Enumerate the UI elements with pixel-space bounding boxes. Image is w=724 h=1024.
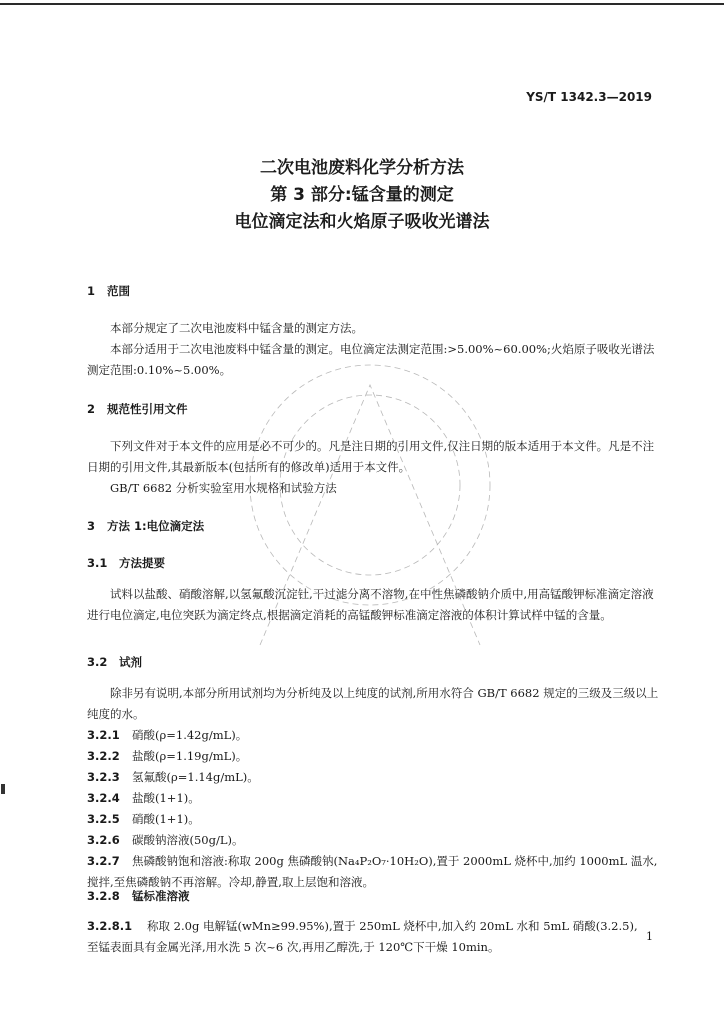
section-1-heading xyxy=(87,283,130,299)
section-1-para-1: 本部分规定了二次电池废料中锰含量的测定方法。 xyxy=(110,321,363,335)
item-number: 3.2.1 xyxy=(87,728,120,742)
reagent-item xyxy=(87,767,659,788)
section-3-heading xyxy=(87,518,204,534)
section-title: 锰标准溶液 xyxy=(132,889,190,903)
section-title: 规范性引用文件 xyxy=(107,402,188,416)
section-3-1-para: 试料以盐酸、硝酸溶解,以氢氟酸沉淀钍,干过滤分离不溶物,在中性焦磷酸钠介质中,用高锰酸钾标准滴定溶液进行电位滴定,电位突跃为滴定终点,根据滴定消耗的高锰酸钾标准滴定溶液的体积计算试样中锰的含量。 xyxy=(87,587,654,622)
item-text: 盐酸(ρ=1.19g/mL)。 xyxy=(132,749,248,763)
section-2-reference: GB/T 6682 分析实验室用水规格和试验方法 xyxy=(110,481,337,495)
item-text: 盐酸(1+1)。 xyxy=(132,791,200,805)
item-text: 硝酸(ρ=1.42g/mL)。 xyxy=(132,728,248,742)
item-text: 焦磷酸钠饱和溶液:称取 200g 焦磷酸钠(Na₄P₂O₇·10H₂O),置于 2000mL 烧杯中,加约 1000mL 温水,搅拌,至焦磷酸钠不再溶解。冷却,静置,取上层饱和溶液。 xyxy=(87,854,658,889)
section-3-2-para: 除非另有说明,本部分所用试剂均为分析纯及以上纯度的试剂,所用水符合 GB/T 6682 规定的三级及三级以上纯度的水。 xyxy=(87,686,659,721)
item-number: 3.2.4 xyxy=(87,791,120,805)
section-1-para-2: 本部分适用于二次电池废料中锰含量的测定。电位滴定法测定范围:>5.00%~60.00%;火焰原子吸收光谱法测定范围:0.10%~5.00%。 xyxy=(87,342,655,377)
item-text: 碳酸钠溶液(50g/L)。 xyxy=(132,833,244,847)
item-number: 3.2.2 xyxy=(87,749,120,763)
title-line-1: 二次电池废料化学分析方法 xyxy=(260,158,464,178)
section-number: 3.2.8 xyxy=(87,889,120,903)
item-number: 3.2.6 xyxy=(87,833,120,847)
section-title: 范围 xyxy=(107,284,130,298)
reagent-item xyxy=(87,809,659,830)
reagent-item xyxy=(87,746,659,767)
item-number: 3.2.7 xyxy=(87,854,120,868)
title-line-3: 电位滴定法和火焰原子吸收光谱法 xyxy=(234,212,490,232)
section-title: 试剂 xyxy=(119,655,142,669)
section-number: 3 xyxy=(87,519,96,533)
reagent-item xyxy=(87,830,659,851)
section-3-2-8-heading xyxy=(87,888,190,904)
title-line-2: 第 3 部分:锰含量的测定 xyxy=(270,185,454,205)
page-number: 1 xyxy=(646,930,653,943)
item-number: 3.2.8.1 xyxy=(87,919,133,933)
section-3-2-heading xyxy=(87,654,142,670)
section-number: 3.2 xyxy=(87,655,108,669)
reagent-item xyxy=(87,851,659,893)
manganese-standard-item xyxy=(87,916,643,958)
reagent-item xyxy=(87,788,659,809)
section-2-heading xyxy=(87,401,188,417)
top-rule xyxy=(0,3,724,5)
item-number: 3.2.5 xyxy=(87,812,120,826)
section-3-1-heading xyxy=(87,555,165,571)
section-2-para-1: 下列文件对于本文件的应用是必不可少的。凡是注日期的引用文件,仅注日期的版本适用于本文件。凡是不注日期的引用文件,其最新版本(包括所有的修改单)适用于本文件。 xyxy=(87,439,655,474)
item-number: 3.2.3 xyxy=(87,770,120,784)
standard-number: YS/T 1342.3—2019 xyxy=(526,90,652,104)
scan-mark xyxy=(1,784,5,794)
section-number: 1 xyxy=(87,284,96,298)
item-text: 硝酸(1+1)。 xyxy=(132,812,200,826)
section-title: 方法提要 xyxy=(119,556,165,570)
section-number: 2 xyxy=(87,402,96,416)
item-text: 氢氟酸(ρ=1.14g/mL)。 xyxy=(132,770,259,784)
section-title: 方法 1:电位滴定法 xyxy=(107,519,205,533)
reagent-item xyxy=(87,725,659,746)
section-number: 3.1 xyxy=(87,556,108,570)
item-text: 称取 2.0g 电解锰(wMn≥99.95%),置于 250mL 烧杯中,加入约 20mL 水和 5mL 硝酸(3.2.5),至锰表面具有金属光泽,用水洗 5 次~6 次,再用乙醇洗,于 120℃下干燥 10min。 xyxy=(87,919,638,954)
